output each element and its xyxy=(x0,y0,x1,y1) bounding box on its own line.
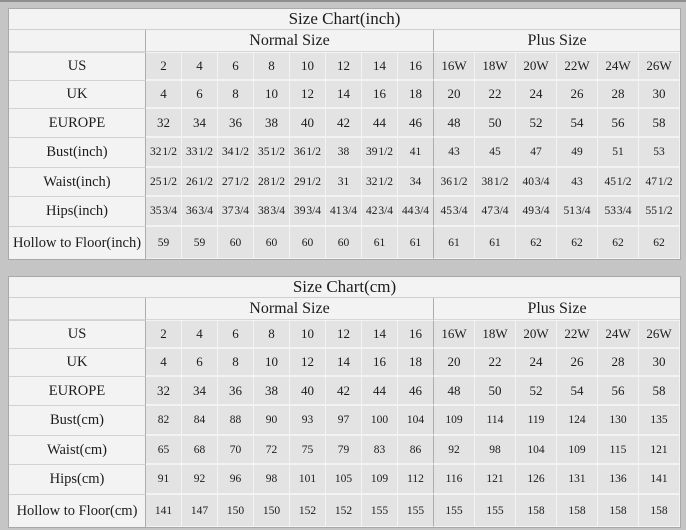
size-value-cell: 158 xyxy=(598,494,639,527)
size-value-cell: 88 xyxy=(218,405,254,435)
size-value-cell: 26 xyxy=(557,80,598,108)
size-value-cell: 38 1/2 xyxy=(475,167,516,196)
size-value-cell: 26W xyxy=(639,320,680,348)
size-value-cell: 36 3/4 xyxy=(182,196,218,226)
size-value-cell: 28 xyxy=(598,80,639,108)
size-value-cell: 8 xyxy=(254,52,290,80)
size-value-cell: 98 xyxy=(254,464,290,494)
size-value-cell: 20 xyxy=(434,348,475,376)
title-row xyxy=(9,9,680,30)
size-value-cell: 31 xyxy=(326,167,362,196)
size-value-cell: 62 xyxy=(516,226,557,259)
size-value-cell: 53 3/4 xyxy=(598,196,639,226)
size-value-cell: 26W xyxy=(639,52,680,80)
size-value-cell: 60 xyxy=(326,226,362,259)
size-value-cell: 109 xyxy=(557,435,598,464)
size-table xyxy=(8,8,681,260)
size-value-cell: 65 xyxy=(146,435,182,464)
size-value-cell: 26 xyxy=(557,348,598,376)
size-value-cell: 44 xyxy=(362,376,398,405)
size-value-cell: 158 xyxy=(516,494,557,527)
size-value-cell: 150 xyxy=(218,494,254,527)
size-value-cell: 38 3/4 xyxy=(254,196,290,226)
size-value-cell: 50 xyxy=(475,108,516,137)
table-title: Size Chart(inch) xyxy=(9,9,680,30)
table-row xyxy=(9,435,680,464)
size-value-cell: 14 xyxy=(362,52,398,80)
size-value-cell: 44 xyxy=(362,108,398,137)
size-value-cell: 62 xyxy=(557,226,598,259)
size-value-cell: 49 3/4 xyxy=(516,196,557,226)
size-value-cell: 32 1/2 xyxy=(146,137,182,167)
size-value-cell: 40 xyxy=(290,108,326,137)
size-value-cell: 93 xyxy=(290,405,326,435)
size-value-cell: 34 xyxy=(182,108,218,137)
size-value-cell: 2 xyxy=(146,320,182,348)
size-value-cell: 155 xyxy=(362,494,398,527)
size-value-cell: 43 xyxy=(557,167,598,196)
size-value-cell: 46 xyxy=(398,376,434,405)
size-value-cell: 48 xyxy=(434,376,475,405)
size-value-cell: 56 xyxy=(598,108,639,137)
size-value-cell: 121 xyxy=(639,435,680,464)
size-value-cell: 158 xyxy=(557,494,598,527)
row-label: US xyxy=(9,320,146,348)
size-value-cell: 119 xyxy=(516,405,557,435)
size-value-cell: 8 xyxy=(218,80,254,108)
size-value-cell: 32 xyxy=(146,376,182,405)
size-value-cell: 25 1/2 xyxy=(146,167,182,196)
size-value-cell: 47 xyxy=(516,137,557,167)
row-label: Waist(inch) xyxy=(9,167,146,196)
size-value-cell: 36 xyxy=(218,108,254,137)
row-label: Hollow to Floor(inch) xyxy=(9,226,146,259)
size-value-cell: 58 xyxy=(639,376,680,405)
size-chart-inch-table xyxy=(8,8,680,260)
size-value-cell: 16 xyxy=(398,52,434,80)
size-value-cell: 116 xyxy=(434,464,475,494)
size-value-cell: 16 xyxy=(362,348,398,376)
size-value-cell: 61 xyxy=(362,226,398,259)
size-value-cell: 22 xyxy=(475,348,516,376)
size-value-cell: 38 xyxy=(254,376,290,405)
column-group-label: Normal Size xyxy=(146,30,434,52)
table-row xyxy=(9,348,680,376)
size-value-cell: 4 xyxy=(182,52,218,80)
size-value-cell: 70 xyxy=(218,435,254,464)
size-value-cell: 12 xyxy=(290,348,326,376)
size-value-cell: 10 xyxy=(254,348,290,376)
size-value-cell: 104 xyxy=(516,435,557,464)
size-value-cell: 30 xyxy=(639,348,680,376)
size-value-cell: 16 xyxy=(362,80,398,108)
size-value-cell: 24W xyxy=(598,320,639,348)
size-value-cell: 20 xyxy=(434,80,475,108)
screen-top-edge xyxy=(0,0,686,2)
size-value-cell: 24W xyxy=(598,52,639,80)
size-value-cell: 60 xyxy=(218,226,254,259)
size-value-cell: 72 xyxy=(254,435,290,464)
size-value-cell: 54 xyxy=(557,376,598,405)
size-value-cell: 35 3/4 xyxy=(146,196,182,226)
size-value-cell: 14 xyxy=(362,320,398,348)
size-value-cell: 28 1/2 xyxy=(254,167,290,196)
size-value-cell: 18W xyxy=(475,52,516,80)
size-value-cell: 38 xyxy=(326,137,362,167)
size-value-cell: 59 xyxy=(146,226,182,259)
table-title: Size Chart(cm) xyxy=(9,277,680,298)
size-value-cell: 30 xyxy=(639,80,680,108)
size-value-cell: 135 xyxy=(639,405,680,435)
size-value-cell: 90 xyxy=(254,405,290,435)
row-label: Bust(inch) xyxy=(9,137,146,167)
size-value-cell: 22 xyxy=(475,80,516,108)
size-chart-cm-table xyxy=(8,276,680,528)
size-value-cell: 44 3/4 xyxy=(398,196,434,226)
table-row xyxy=(9,80,680,108)
row-label: Hollow to Floor(cm) xyxy=(9,494,146,527)
size-value-cell: 24 xyxy=(516,80,557,108)
size-value-cell: 24 xyxy=(516,348,557,376)
size-value-cell: 10 xyxy=(290,52,326,80)
size-value-cell: 53 xyxy=(639,137,680,167)
size-value-cell: 61 xyxy=(434,226,475,259)
size-value-cell: 6 xyxy=(182,348,218,376)
table-row xyxy=(9,196,680,226)
size-value-cell: 61 xyxy=(475,226,516,259)
size-value-cell: 52 xyxy=(516,108,557,137)
size-value-cell: 48 xyxy=(434,108,475,137)
size-value-cell: 45 xyxy=(475,137,516,167)
row-label: Hips(inch) xyxy=(9,196,146,226)
size-value-cell: 12 xyxy=(290,80,326,108)
size-value-cell: 12 xyxy=(326,320,362,348)
table-row xyxy=(9,226,680,259)
size-value-cell: 155 xyxy=(398,494,434,527)
size-value-cell: 6 xyxy=(218,52,254,80)
size-value-cell: 12 xyxy=(326,52,362,80)
size-value-cell: 152 xyxy=(326,494,362,527)
size-value-cell: 10 xyxy=(254,80,290,108)
size-value-cell: 60 xyxy=(290,226,326,259)
table-row xyxy=(9,108,680,137)
size-value-cell: 35 1/2 xyxy=(254,137,290,167)
size-value-cell: 40 xyxy=(290,376,326,405)
size-value-cell: 14 xyxy=(326,80,362,108)
size-value-cell: 4 xyxy=(146,348,182,376)
size-value-cell: 42 3/4 xyxy=(362,196,398,226)
size-value-cell: 60 xyxy=(254,226,290,259)
table-row xyxy=(9,52,680,80)
table-row xyxy=(9,405,680,435)
size-value-cell: 112 xyxy=(398,464,434,494)
size-value-cell: 83 xyxy=(362,435,398,464)
column-group-label: Plus Size xyxy=(434,298,680,320)
size-value-cell: 55 1/2 xyxy=(639,196,680,226)
size-value-cell: 109 xyxy=(434,405,475,435)
table-row xyxy=(9,464,680,494)
size-value-cell: 147 xyxy=(182,494,218,527)
size-value-cell: 49 xyxy=(557,137,598,167)
size-value-cell: 34 xyxy=(398,167,434,196)
size-value-cell: 124 xyxy=(557,405,598,435)
column-group-row xyxy=(9,298,680,320)
row-label: EUROPE xyxy=(9,108,146,137)
size-value-cell: 20W xyxy=(516,320,557,348)
size-value-cell: 45 3/4 xyxy=(434,196,475,226)
size-value-cell: 50 xyxy=(475,376,516,405)
size-value-cell: 52 xyxy=(516,376,557,405)
row-label: Waist(cm) xyxy=(9,435,146,464)
size-value-cell: 16W xyxy=(434,320,475,348)
row-label: UK xyxy=(9,348,146,376)
size-value-cell: 40 3/4 xyxy=(516,167,557,196)
size-table xyxy=(8,276,681,528)
title-row xyxy=(9,277,680,298)
size-value-cell: 84 xyxy=(182,405,218,435)
size-value-cell: 8 xyxy=(254,320,290,348)
size-value-cell: 104 xyxy=(398,405,434,435)
size-value-cell: 100 xyxy=(362,405,398,435)
size-value-cell: 4 xyxy=(146,80,182,108)
size-value-cell: 101 xyxy=(290,464,326,494)
size-value-cell: 97 xyxy=(326,405,362,435)
size-value-cell: 8 xyxy=(218,348,254,376)
size-value-cell: 131 xyxy=(557,464,598,494)
size-value-cell: 2 xyxy=(146,52,182,80)
size-value-cell: 91 xyxy=(146,464,182,494)
size-value-cell: 37 3/4 xyxy=(218,196,254,226)
size-value-cell: 39 3/4 xyxy=(290,196,326,226)
size-value-cell: 92 xyxy=(434,435,475,464)
size-value-cell: 136 xyxy=(598,464,639,494)
size-value-cell: 22W xyxy=(557,52,598,80)
size-value-cell: 22W xyxy=(557,320,598,348)
size-value-cell: 155 xyxy=(475,494,516,527)
size-value-cell: 96 xyxy=(218,464,254,494)
size-value-cell: 150 xyxy=(254,494,290,527)
size-value-cell: 86 xyxy=(398,435,434,464)
size-value-cell: 32 1/2 xyxy=(362,167,398,196)
size-value-cell: 114 xyxy=(475,405,516,435)
size-value-cell: 47 1/2 xyxy=(639,167,680,196)
size-value-cell: 51 3/4 xyxy=(557,196,598,226)
size-value-cell: 56 xyxy=(598,376,639,405)
size-value-cell: 62 xyxy=(639,226,680,259)
size-value-cell: 18W xyxy=(475,320,516,348)
size-value-cell: 36 1/2 xyxy=(434,167,475,196)
size-value-cell: 26 1/2 xyxy=(182,167,218,196)
size-value-cell: 36 1/2 xyxy=(290,137,326,167)
size-value-cell: 105 xyxy=(326,464,362,494)
row-label: EUROPE xyxy=(9,376,146,405)
size-value-cell: 43 xyxy=(434,137,475,167)
column-group-row xyxy=(9,30,680,52)
size-value-cell: 14 xyxy=(326,348,362,376)
size-value-cell: 16 xyxy=(398,320,434,348)
size-value-cell: 62 xyxy=(598,226,639,259)
size-value-cell: 27 1/2 xyxy=(218,167,254,196)
size-value-cell: 141 xyxy=(146,494,182,527)
table-row xyxy=(9,376,680,405)
column-group-label: Plus Size xyxy=(434,30,680,52)
size-value-cell: 158 xyxy=(639,494,680,527)
table-row xyxy=(9,320,680,348)
size-value-cell: 10 xyxy=(290,320,326,348)
row-label: US xyxy=(9,52,146,80)
column-group-label: Normal Size xyxy=(146,298,434,320)
size-value-cell: 39 1/2 xyxy=(362,137,398,167)
size-value-cell: 51 xyxy=(598,137,639,167)
table-row xyxy=(9,167,680,196)
size-value-cell: 38 xyxy=(254,108,290,137)
table-row xyxy=(9,137,680,167)
size-value-cell: 61 xyxy=(398,226,434,259)
size-value-cell: 18 xyxy=(398,348,434,376)
size-value-cell: 54 xyxy=(557,108,598,137)
size-value-cell: 33 1/2 xyxy=(182,137,218,167)
size-value-cell: 4 xyxy=(182,320,218,348)
table-row xyxy=(9,494,680,527)
size-value-cell: 130 xyxy=(598,405,639,435)
size-value-cell: 16W xyxy=(434,52,475,80)
size-value-cell: 121 xyxy=(475,464,516,494)
size-value-cell: 32 xyxy=(146,108,182,137)
row-label: UK xyxy=(9,80,146,108)
size-value-cell: 47 3/4 xyxy=(475,196,516,226)
size-value-cell: 58 xyxy=(639,108,680,137)
size-value-cell: 126 xyxy=(516,464,557,494)
size-value-cell: 45 1/2 xyxy=(598,167,639,196)
size-value-cell: 29 1/2 xyxy=(290,167,326,196)
size-value-cell: 6 xyxy=(218,320,254,348)
size-value-cell: 41 xyxy=(398,137,434,167)
size-value-cell: 68 xyxy=(182,435,218,464)
size-value-cell: 82 xyxy=(146,405,182,435)
size-value-cell: 115 xyxy=(598,435,639,464)
size-value-cell: 79 xyxy=(326,435,362,464)
corner-cell xyxy=(9,298,146,320)
size-value-cell: 34 xyxy=(182,376,218,405)
size-value-cell: 28 xyxy=(598,348,639,376)
size-value-cell: 34 1/2 xyxy=(218,137,254,167)
size-value-cell: 18 xyxy=(398,80,434,108)
corner-cell xyxy=(9,30,146,52)
size-value-cell: 109 xyxy=(362,464,398,494)
row-label: Bust(cm) xyxy=(9,405,146,435)
size-value-cell: 46 xyxy=(398,108,434,137)
size-value-cell: 6 xyxy=(182,80,218,108)
size-value-cell: 141 xyxy=(639,464,680,494)
size-value-cell: 98 xyxy=(475,435,516,464)
size-value-cell: 42 xyxy=(326,108,362,137)
size-value-cell: 42 xyxy=(326,376,362,405)
row-label: Hips(cm) xyxy=(9,464,146,494)
size-value-cell: 41 3/4 xyxy=(326,196,362,226)
size-value-cell: 36 xyxy=(218,376,254,405)
size-value-cell: 152 xyxy=(290,494,326,527)
size-value-cell: 59 xyxy=(182,226,218,259)
size-value-cell: 20W xyxy=(516,52,557,80)
size-value-cell: 92 xyxy=(182,464,218,494)
size-value-cell: 155 xyxy=(434,494,475,527)
size-value-cell: 75 xyxy=(290,435,326,464)
